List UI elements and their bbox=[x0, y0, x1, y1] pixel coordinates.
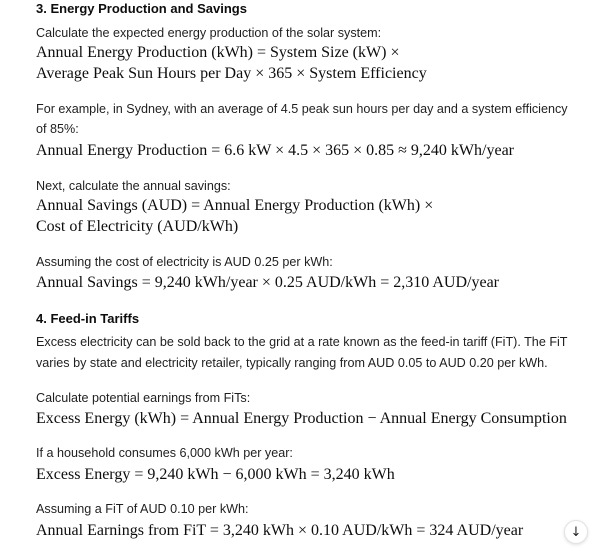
paragraph: varies by state and electricity retailer, typically ranging from AUD 0.05 to AUD 0.20 per kWh. bbox=[36, 356, 548, 370]
paragraph: Next, calculate the annual savings: bbox=[36, 179, 231, 193]
section-heading: 3. Energy Production and Savings bbox=[36, 1, 247, 16]
paragraph: Calculate the expected energy production of the solar system: bbox=[36, 26, 382, 40]
math-formula: Annual Energy Production = 6.6 kW × 4.5 × 365 × 0.85 ≈ 9,240 kWh/year bbox=[36, 142, 514, 159]
paragraph: Calculate potential earnings from FiTs: bbox=[36, 391, 251, 405]
math-formula: Average Peak Sun Hours per Day × 365 × System Efficiency bbox=[36, 65, 427, 82]
math-formula: Annual Earnings from FiT = 3,240 kWh × 0.10 AUD/kWh = 324 AUD/year bbox=[36, 522, 524, 539]
scroll-to-bottom-button[interactable] bbox=[564, 520, 588, 544]
section-heading: 4. Feed-in Tariffs bbox=[36, 311, 140, 326]
math-formula: Excess Energy = 9,240 kWh − 6,000 kWh = 3,240 kWh bbox=[36, 466, 395, 483]
paragraph: Excess electricity can be sold back to the grid at a rate known as the feed-in tariff (FiT). The FiT bbox=[36, 335, 568, 349]
math-formula: Cost of Electricity (AUD/kWh) bbox=[36, 218, 239, 235]
paragraph: of 85%: bbox=[36, 122, 79, 136]
math-formula: Annual Savings = 9,240 kWh/year × 0.25 AUD/kWh = 2,310 AUD/year bbox=[36, 274, 500, 291]
paragraph: If a household consumes 6,000 kWh per year: bbox=[36, 446, 293, 460]
math-formula: Annual Energy Production (kWh) = System Size (kW) × bbox=[36, 44, 400, 61]
paragraph: Assuming a FiT of AUD 0.10 per kWh: bbox=[36, 502, 249, 516]
paragraph: For example, in Sydney, with an average of 4.5 peak sun hours per day and a system efficiency bbox=[36, 102, 568, 116]
paragraph: Assuming the cost of electricity is AUD 0.25 per kWh: bbox=[36, 255, 333, 269]
math-formula: Excess Energy (kWh) = Annual Energy Production − Annual Energy Consumption bbox=[36, 410, 567, 427]
math-formula: Annual Savings (AUD) = Annual Energy Production (kWh) × bbox=[36, 197, 434, 214]
arrow-down-icon: ↓ bbox=[570, 524, 582, 540]
